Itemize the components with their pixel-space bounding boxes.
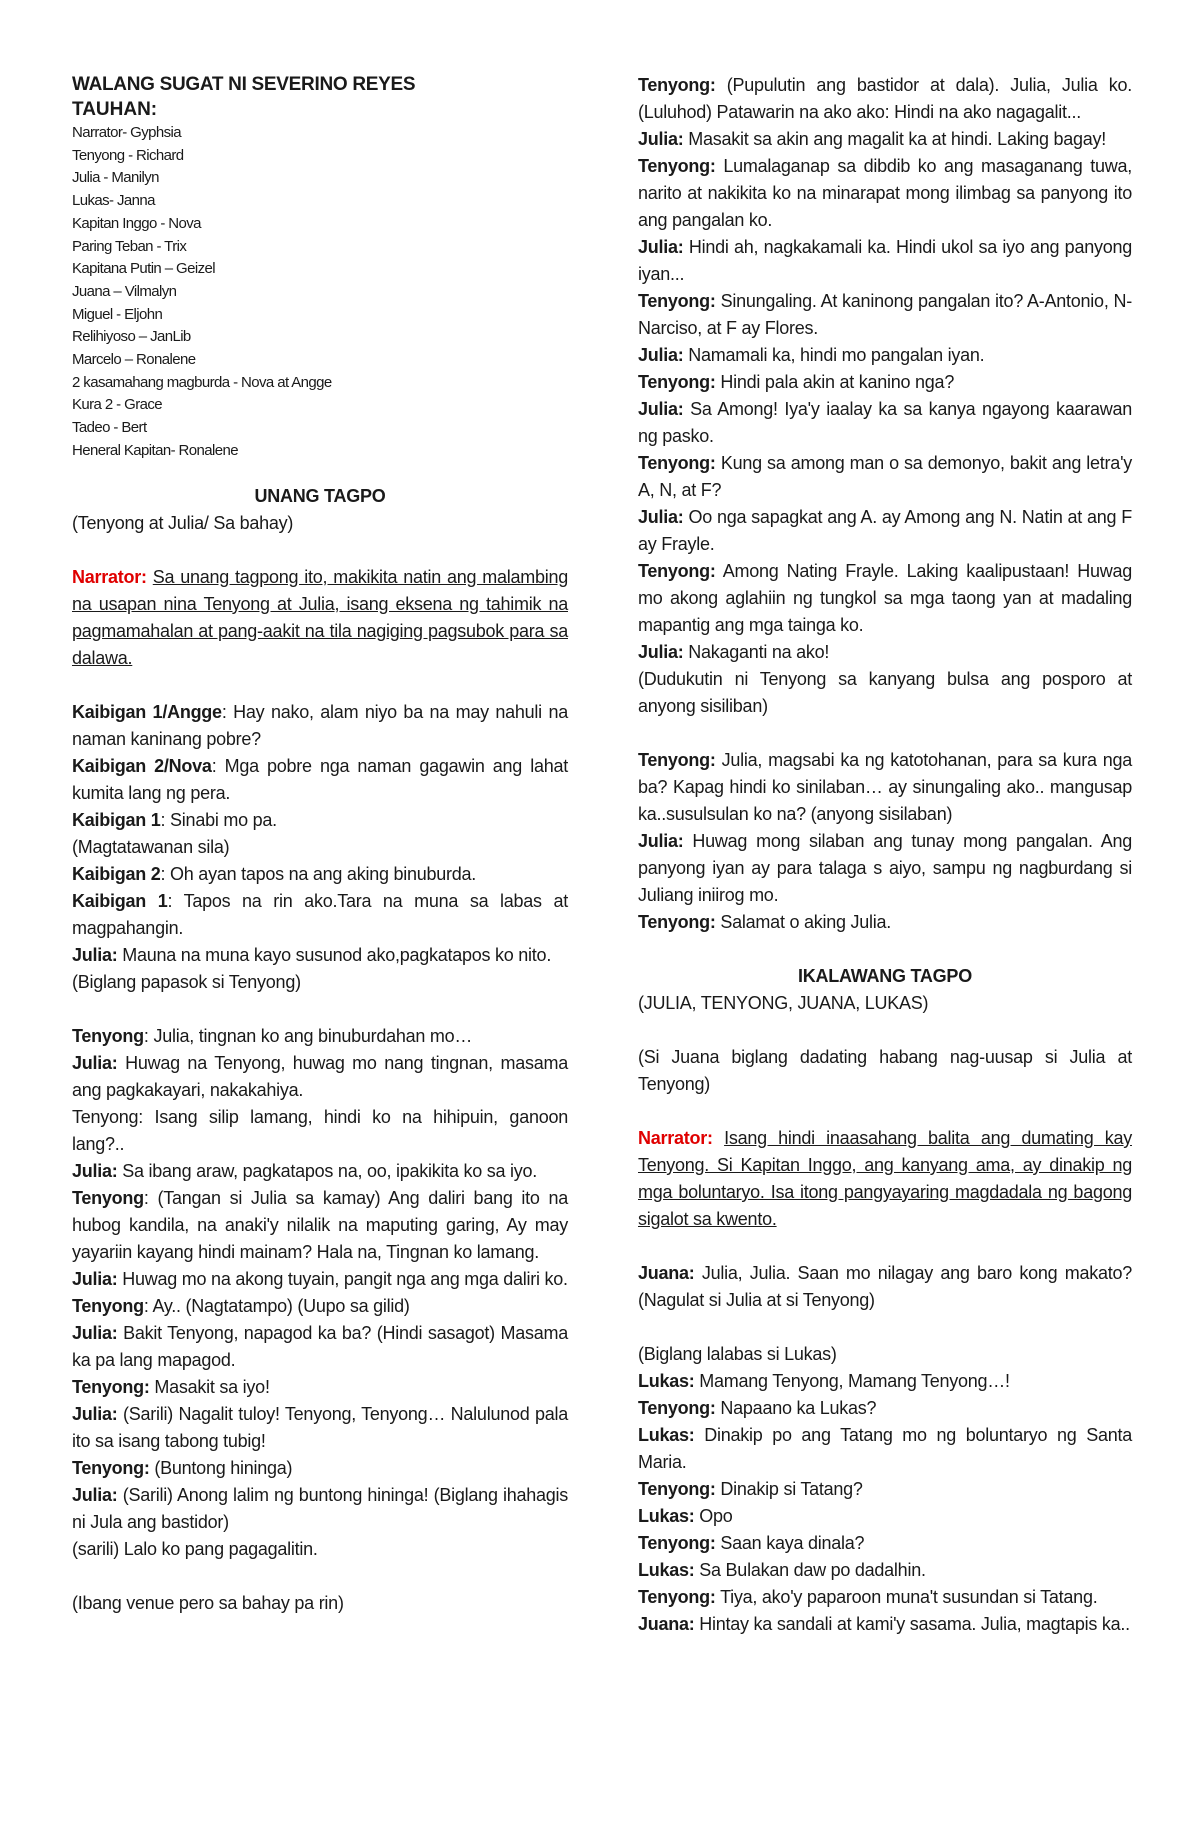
scene-setting: (Tenyong at Julia/ Sa bahay) [72,512,294,533]
speaker-name: Kaibigan 2/Nova [72,755,212,776]
document-title: WALANG SUGAT NI SEVERINO REYES [72,74,416,95]
speaker-name: Julia: [72,1484,118,1505]
dialogue-line [72,1050,568,1104]
cast-item: Tadeo - Bert [72,419,147,437]
speaker-separator: : [211,755,217,776]
speaker-name: Julia: [638,237,684,257]
cast-list [72,122,568,463]
cast-item: Narrator- Gyphsia [72,124,182,141]
right-column [638,72,1132,1638]
dialogue-line [72,1455,568,1482]
dialogue-text: Hintay ka sandali at kami'y sasama. Julia, magtapis ka.. [694,1614,1130,1634]
cast-item: 2 kasamahang magburda - Nova at Angge [72,373,332,391]
speaker-name: Kaibigan 2 [72,863,161,884]
dialogue-line [638,828,1132,909]
speaker-name: Tenyong: [638,561,716,581]
dialogue-line [638,558,1132,639]
stage-direction: (Dudukutin ni Tenyong sa kanyang bulsa ang posporo at anyong sisiliban) [638,669,1132,716]
speaker-name: Tenyong [72,1187,144,1208]
cast-item: Julia - Manilyn [72,169,159,187]
dialogue-text: Masakit sa akin ang magalit ka at hindi. Laking bagay! [683,129,1107,149]
dialogue-line [72,1293,568,1320]
dialogue-line [638,1530,1132,1557]
dialogue-line [72,1158,568,1185]
narrator-paragraph [72,564,568,672]
dialogue-line [638,72,1132,126]
dialogue-line [638,396,1132,450]
dialogue-text: Sa ibang araw, pagkatapos na, oo, ipakikita ko sa iyo. [117,1160,538,1181]
dialogue-text: Masakit sa iyo! [149,1376,270,1397]
speaker-name: Tenyong [72,1295,144,1316]
scene-heading: UNANG TAGPO [254,485,386,506]
speaker-separator: : [160,863,166,884]
dialogue-line [72,1185,568,1266]
dialogue-text: Sinabi mo pa. [165,809,277,830]
dialogue-text: Sa Among! Iya'y iaalay ka sa kanya ngayong kaarawan ng pasko. [638,399,1132,446]
dialogue-line [638,342,1132,369]
speaker-name: Julia: [638,642,684,662]
speaker-name: Julia: [72,1268,118,1289]
narrator-text: Sa unang tagpong ito, makikita natin ang malambing na usapan nina Tenyong at Julia, isang eksena ng tahimik na pagmamahalan at pang-aakit na tila nagiging pagsubok para sa dalawa. [72,566,568,668]
speaker-name: Tenyong: [638,1587,716,1607]
dialogue-text: Ay.. (Nagtatampo) (Uupo sa gilid) [148,1295,410,1316]
speaker-name: Tenyong: [638,372,716,392]
speaker-name: Juana: [638,1614,695,1634]
dialogue-text: Mauna na muna kayo susunod ako,pagkatapos ko nito. [117,944,552,965]
dialogue-line [72,1401,568,1455]
dialogue-text: Oo nga sapagkat ang A. ay Among ang N. Natin at ang F ay Frayle. [638,507,1132,554]
cast-item: Juana – Vilmalyn [72,282,177,300]
speaker-name: Julia: [638,399,684,419]
scene-heading: IKALAWANG TAGPO [798,966,972,986]
dialogue-text: Nakaganti na ako! [683,642,830,662]
speaker-name: Lukas: [638,1425,695,1445]
speaker-name: Tenyong: [638,750,716,770]
dialogue-text: Julia, Julia. Saan mo nilagay ang baro kong makato? (Nagulat si Julia at si Tenyong) [638,1263,1132,1310]
dialogue-line [72,699,568,753]
dialogue-text: (Pupulutin ang bastidor at dala). Julia, Julia ko. (Luluhod) Patawarin na ako ako: Hindi na ako nagagalit... [638,75,1132,122]
dialogue-text: Julia, magsabi ka ng katotohanan, para sa kura nga ba? Kapag hindi ko sinilaban… ay sinungaling ako.. mangusap ka..susulsulan ko na? (anyong sisilaban) [638,750,1132,824]
dialogue-text: Opo [694,1506,733,1526]
dialogue-line [638,1368,1132,1395]
dialogue-text: (Tangan si Julia sa kamay) Ang daliri bang ito na hubog kandila, na anaki'y nilalik na maputing garing, Ay may yayariin kayang hindi mainam? Hala na, Tingnan ko lamang. [72,1187,568,1262]
speaker-name: Tenyong: [72,1457,150,1478]
speaker-name: Juana: [638,1263,695,1283]
speaker-name: Lukas: [638,1506,695,1526]
dialogue-line [72,1374,568,1401]
cast-item: Kapitan Inggo - Nova [72,214,201,232]
scene-setting: (JULIA, TENYONG, JUANA, LUKAS) [638,993,929,1013]
dialogue-text: Hindi pala akin at kanino nga? [715,372,955,392]
dialogue-line [638,1422,1132,1476]
dialogue-line [72,861,568,888]
dialogue-text: Tiya, ako'y paparoon muna't susundan si Tatang. [715,1587,1098,1607]
dialogue-text: Namamali ka, hindi mo pangalan iyan. [683,345,985,365]
stage-direction: (Si Juana biglang dadating habang nag-uusap si Julia at Tenyong) [638,1047,1132,1094]
dialogue-line [72,1023,568,1050]
cast-item: Marcelo – Ronalene [72,351,196,369]
narrator-label: Narrator: [72,566,147,587]
dialogue-text: Sinungaling. At kaninong pangalan ito? A-Antonio, N-Narciso, at F ay Flores. [638,291,1132,338]
speaker-separator: : [143,1295,149,1316]
cast-item: Miguel - Eljohn [72,305,163,323]
speaker-name: Tenyong: [72,1376,150,1397]
cast-item: Lukas- Janna [72,192,155,210]
dialogue-text: Kung sa among man o sa demonyo, bakit ang letra'y A, N, at F? [638,453,1132,500]
dialogue-text: Mamang Tenyong, Mamang Tenyong…! [694,1371,1010,1391]
dialogue-text: Julia, tingnan ko ang binuburdahan mo… [148,1025,473,1046]
dialogue-text: Hay nako, alam niyo ba na may nahuli na naman kaninang pobre? [72,701,569,749]
speaker-name: Julia: [72,1403,118,1424]
dialogue-text: Salamat o aking Julia. [715,912,892,932]
dialogue-text: Huwag mo na akong tuyain, pangit nga ang mga daliri ko. [117,1268,568,1289]
speaker-name: Tenyong: [638,1533,716,1553]
dialogue-line [72,942,568,969]
narrator-paragraph [638,1125,1132,1233]
narrator-label: Narrator: [638,1128,713,1148]
cast-item: Tenyong - Richard [72,146,184,164]
dialogue-line [72,1266,568,1293]
speaker-name: Julia: [638,831,684,851]
dialogue-text: Bakit Tenyong, napagod ka ba? (Hindi sasagot) Masama ka pa lang mapagod. [72,1322,568,1370]
dialogue-line [638,450,1132,504]
speaker-name: Tenyong: [638,291,716,311]
speaker-separator: : [143,1187,149,1208]
dialogue-line: Tenyong: Isang silip lamang, hindi ko na hihipuin, ganoon lang?.. [72,1106,568,1154]
cast-item: Kapitana Putin – Geizel [72,260,215,278]
dialogue-line [638,1260,1132,1314]
dialogue-line [638,234,1132,288]
dialogue-line [638,369,1132,396]
dialogue-text: Mga pobre nga naman gagawin ang lahat kumita lang ng pera. [72,755,568,803]
dialogue-text: (Sarili) Nagalit tuloy! Tenyong, Tenyong… Nalulunod pala ito sa isang tabong tubig! [72,1403,568,1451]
dialogue-text: Saan kaya dinala? [715,1533,865,1553]
dialogue-line [638,288,1132,342]
stage-direction: (Magtatawanan sila) [72,836,230,857]
dialogue-line [638,153,1132,234]
dialogue-text: Sa Bulakan daw po dadalhin. [694,1560,926,1580]
dialogue-text: Huwag na Tenyong, huwag mo nang tingnan, masama ang pagkakayari, nakakahiya. [72,1052,568,1100]
speaker-name: Julia: [72,1052,118,1073]
dialogue-text: Among Nating Frayle. Laking kaalipustaan! Huwag mo akong aglahiin ng tungkol sa mga taong yan at madaling mapantig ang mga tainga ko. [638,561,1132,635]
dialogue-text: Oh ayan tapos na ang aking binuburda. [165,863,477,884]
speaker-name: Tenyong: [638,453,716,473]
dialogue-text: Dinakip po ang Tatang mo ng boluntaryo ng Santa Maria. [638,1425,1132,1472]
speaker-separator: : [143,1025,149,1046]
dialogue-text: Napaano ka Lukas? [715,1398,877,1418]
dialogue-text: Huwag mong silaban ang tunay mong pangalan. Ang panyong iyan ay para talaga s aiyo, sampu ng nagburdang si Juliang iniirog mo. [638,831,1132,905]
dialogue-line [72,888,568,942]
speaker-name: Lukas: [638,1371,695,1391]
speaker-name: Tenyong: [638,1398,716,1418]
speaker-name: Kaibigan 1 [72,809,161,830]
speaker-name: Kaibigan 1 [72,890,168,911]
cast-item: Heneral Kapitan- Ronalene [72,441,238,459]
dialogue-line [72,753,568,807]
speaker-separator: : [167,890,173,911]
narrator-text: Isang hindi inaasahang balita ang dumating kay Tenyong. Si Kapitan Inggo, ang kanyang ama, ay dinakip ng mga boluntaryo. Isa itong pangyayaring magdadala ng bagong sigalot sa kwento. [638,1128,1132,1229]
speaker-name: Julia: [72,944,118,965]
dialogue-text: (Sarili) Anong lalim ng buntong hininga! (Biglang ihahagis ni Jula ang bastidor) [72,1484,568,1532]
speaker-name: Tenyong [72,1025,144,1046]
speaker-name: Julia: [72,1322,118,1343]
dialogue-text: Hindi ah, nagkakamali ka. Hindi ukol sa iyo ang panyong iyan... [638,237,1132,284]
dialogue-line [72,1320,568,1374]
dialogue-line [638,1476,1132,1503]
speaker-name: Julia: [72,1160,118,1181]
dialogue-line [638,1503,1132,1530]
cast-item: Kura 2 - Grace [72,396,162,414]
dialogue-text: Dinakip si Tatang? [715,1479,863,1499]
dialogue-line [638,1611,1132,1638]
stage-direction: (Ibang venue pero sa bahay pa rin) [72,1592,344,1613]
speaker-name: Tenyong: [638,156,716,176]
stage-direction: (sarili) Lalo ko pang pagagalitin. [72,1538,318,1559]
dialogue-line [72,807,568,834]
dialogue-line [638,639,1132,666]
dialogue-line [638,1557,1132,1584]
stage-direction: (Biglang papasok si Tenyong) [72,971,301,992]
dialogue-text: (Buntong hininga) [149,1457,293,1478]
speaker-name: Julia: [638,345,684,365]
speaker-name: Tenyong: [638,912,716,932]
speaker-name: Julia: [638,507,684,527]
speaker-name: Kaibigan 1/Angge [72,701,222,722]
cast-item: Paring Teban - Trix [72,237,187,255]
dialogue-line [638,504,1132,558]
dialogue-line [638,126,1132,153]
dialogue-text: Tapos na rin ako.Tara na muna sa labas at magpahangin. [72,890,568,938]
stage-direction: (Biglang lalabas si Lukas) [638,1344,837,1364]
speaker-name: Lukas: [638,1560,695,1580]
speaker-name: Julia: [638,129,684,149]
cast-item: Relihiyoso – JanLib [72,328,191,346]
speaker-separator: : [160,809,166,830]
dialogue-line [72,1482,568,1536]
dialogue-line [638,909,1132,936]
speaker-name: Tenyong: [638,1479,716,1499]
dialogue-line [638,1584,1132,1611]
dialogue-text: Lumalaganap sa dibdib ko ang masaganang tuwa, narito at nakikita ko na minarapat mong ilimbag sa panyong ito ang pangalan ko. [638,156,1132,230]
speaker-separator: : [221,701,227,722]
cast-heading: TAUHAN: [72,99,158,120]
dialogue-line [638,747,1132,828]
dialogue-line [638,1395,1132,1422]
left-column [72,72,568,1617]
speaker-name: Tenyong: [638,75,716,95]
